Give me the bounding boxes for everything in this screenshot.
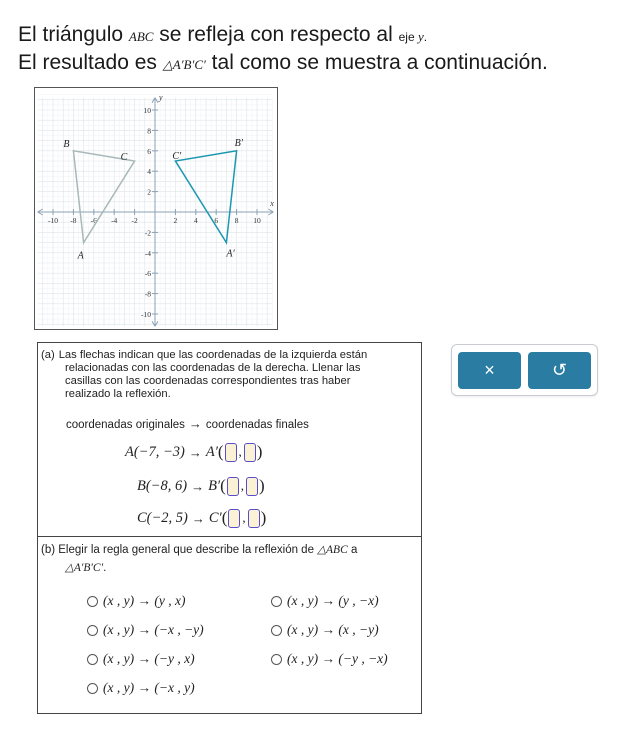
vertex-label: B′: [234, 137, 243, 149]
option-6[interactable]: (x , y) → (−y , −x): [271, 651, 388, 667]
radio-button[interactable]: [87, 596, 98, 607]
part-b-section: [38, 537, 421, 713]
arrow-icon: →: [188, 416, 202, 431]
arrow-icon: →: [191, 510, 205, 526]
vertex-label: C′: [172, 151, 182, 162]
b-prime-y-input[interactable]: [246, 477, 258, 496]
undo-icon: ↺: [551, 360, 568, 380]
part-a-instructions: (a) Las flechas indican que las coordenadas de la izquierda están relacionadas con las coordenadas de la derecha. Llenar las casillas con las coordenadas correspondientes tras haber realizado la reflexión.: [41, 349, 368, 400]
mapping-subtitle: coordenadas originales → coordenadas finales: [66, 416, 309, 431]
y-axis-label: y: [159, 92, 163, 102]
b-prime-x-input[interactable]: [227, 477, 239, 496]
x-tick-label: 6: [214, 216, 219, 225]
c-prime-y-input[interactable]: [248, 509, 260, 528]
graph-canvas: [35, 88, 277, 329]
part-a-label: (a): [41, 349, 55, 361]
part-b-label: (b): [41, 544, 56, 556]
y-tick-label: 4: [147, 167, 151, 177]
x-tick-label: -10: [48, 216, 58, 225]
radio-button[interactable]: [271, 596, 282, 607]
question-panel: [37, 342, 422, 714]
arrow-icon: →: [191, 478, 205, 494]
close-icon: ×: [484, 360, 495, 380]
mapping-row-a: A(−7, −3) → A′ ( , ): [125, 442, 263, 461]
option-3[interactable]: (x , y) → (−x , −y): [87, 622, 204, 638]
mapping-row-c: C(−2, 5) → C′ ( , ): [137, 508, 267, 527]
problem-prompt: [18, 22, 548, 78]
part-b-question: (b) Elegir la regla general que describe la reflexión de △ABC a △A′B′C′.: [41, 544, 358, 574]
option-5[interactable]: (x , y) → (−y , x): [87, 651, 195, 667]
y-tick-label: -4: [144, 248, 151, 258]
radio-button[interactable]: [271, 625, 282, 636]
y-tick-label: 10: [143, 106, 151, 115]
x-tick-label: -8: [70, 216, 77, 225]
prompt-line-1: El triángulo ABC se refleja con respecto al eje y.: [18, 23, 428, 46]
a-prime-x-input[interactable]: [225, 443, 237, 462]
y-tick-label: 6: [147, 146, 151, 156]
radio-button[interactable]: [271, 654, 282, 665]
x-tick-label: 8: [234, 216, 239, 225]
prompt-line-2: El resultado es △A′B′C′ tal como se muestra a continuación.: [18, 51, 548, 74]
triangle-abc-label: ABC: [128, 29, 154, 44]
vertex-label: A: [77, 250, 84, 262]
y-tick-label: -10: [141, 310, 151, 319]
y-tick-label: 8: [147, 126, 151, 136]
c-prime-x-input[interactable]: [228, 509, 240, 528]
triangle-image-label: △A′B′C′: [162, 57, 206, 72]
y-tick-label: -8: [144, 289, 151, 299]
action-buttons: [451, 344, 598, 396]
x-axis-label: x: [270, 199, 274, 208]
vertex-label: A′: [226, 248, 235, 260]
y-tick-label: -2: [144, 228, 151, 238]
y-tick-label: -6: [144, 269, 151, 279]
arrow-icon: →: [188, 444, 202, 460]
clear-button[interactable]: [458, 352, 521, 389]
option-1[interactable]: (x , y) → (y , x): [87, 593, 185, 609]
x-tick-label: -6: [90, 216, 97, 225]
x-tick-label: 10: [253, 216, 261, 225]
option-4[interactable]: (x , y) → (x , −y): [271, 622, 379, 638]
vertex-label: B: [63, 138, 70, 150]
option-7[interactable]: (x , y) → (−x , y): [87, 680, 195, 696]
x-tick-label: -4: [111, 216, 118, 225]
a-prime-y-input[interactable]: [244, 443, 256, 462]
x-tick-label: -2: [131, 216, 138, 225]
y-tick-label: 2: [147, 187, 151, 197]
coordinate-graph: [34, 87, 278, 330]
option-2[interactable]: (x , y) → (y , −x): [271, 593, 379, 609]
x-tick-label: 4: [193, 216, 198, 225]
radio-button[interactable]: [87, 654, 98, 665]
radio-button[interactable]: [87, 625, 98, 636]
undo-button[interactable]: [528, 352, 591, 389]
x-tick-label: 2: [173, 216, 178, 225]
vertex-label: C: [120, 152, 128, 163]
mapping-row-b: B(−8, 6) → B′ ( , ): [137, 476, 265, 495]
radio-button[interactable]: [87, 683, 98, 694]
part-a-section: [38, 343, 421, 537]
